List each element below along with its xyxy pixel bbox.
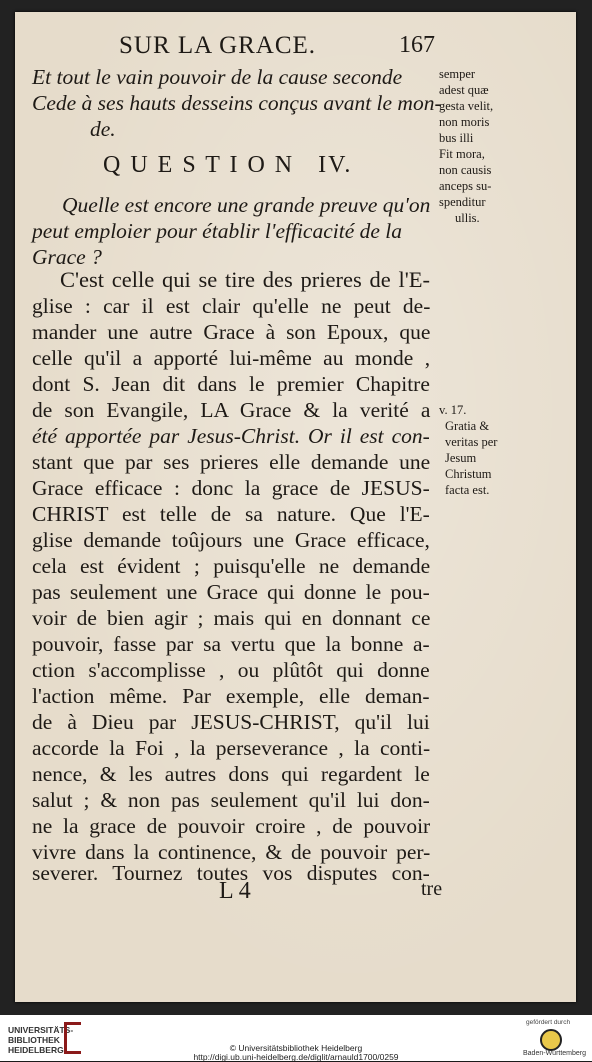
copyright-text: © Universitätsbibliothek Heidelberg	[229, 1043, 363, 1053]
body-line: salut ; & non pas seulement qu'il lui don-	[32, 788, 430, 812]
body-line: accorde la Foi , la perseverance , la conti-	[32, 736, 431, 760]
permalink[interactable]: http://digi.ub.uni-heidelberg.de/diglit/arnauld1700/0259	[193, 1052, 399, 1062]
body-line: celle qu'il a apporté lui-même au monde ,	[32, 346, 431, 370]
verse-line: Cede à ses hauts desseins conçus avant le mon-	[32, 91, 442, 115]
body-line: de à Dieu par JESUS-CHRIST, qu'il lui	[32, 710, 430, 734]
question-line: Quelle est encore une grande preuve qu'on	[62, 193, 431, 217]
margin-line: gesta velit,	[439, 99, 494, 113]
margin-line: non causis	[439, 163, 492, 177]
body-line: Grace efficace : donc la grace de JESUS-	[32, 476, 430, 500]
body-line: ction s'accomplisse , ou plûtôt qui donne	[32, 658, 430, 682]
footer-bar	[0, 1015, 592, 1061]
body-line: ne la grace de pouvoir croire , de pouvoir	[32, 814, 431, 838]
margin-line: bus illi	[439, 131, 474, 145]
margin-line: facta est.	[445, 483, 490, 497]
body-line: été apportée par Jesus-Christ. Or il est con-	[32, 424, 430, 448]
margin-line: Jesum	[445, 451, 477, 465]
body-line: vivre dans la continence, & de pouvoir per-	[32, 840, 431, 864]
body-line: pouvoir, fasse par sa vertu que la bonne a-	[32, 632, 430, 656]
body-line: CHRIST est telle de sa nature. Que l'E-	[32, 502, 430, 526]
body-line: glise demande toûjours une Grace efficace,	[32, 528, 430, 552]
body-line: severer. Tournez toutes vos disputes con-	[32, 861, 430, 885]
margin-line: Christum	[445, 467, 492, 481]
question-heading: Q U E S T I O N IV.	[103, 152, 353, 178]
funded-by-label: gefördert durch	[526, 1019, 571, 1026]
margin-line: non moris	[439, 115, 490, 129]
verse-line: de.	[90, 117, 116, 141]
library-name-line: HEIDELBERG	[8, 1045, 64, 1055]
running-header-title: SUR LA GRACE.	[119, 32, 317, 59]
margin-line: ullis.	[455, 211, 480, 225]
margin-line: Fit mora,	[439, 147, 485, 161]
state-seal-icon	[540, 1029, 562, 1051]
sponsor-name: Baden-Württemberg	[523, 1050, 587, 1057]
margin-line: veritas per	[445, 435, 498, 449]
margin-line: anceps su-	[439, 179, 492, 193]
body-line: l'action même. Par exemple, elle deman-	[32, 684, 430, 708]
body-line: cela est évident ; puisqu'elle ne demande	[32, 554, 431, 578]
signature-mark: L 4	[219, 878, 251, 904]
margin-line: semper	[439, 67, 476, 81]
verse-line: Et tout le vain pouvoir de la cause seconde	[32, 65, 403, 89]
body-line: C'est celle qui se tire des prieres de l'E-	[60, 267, 430, 292]
body-line: dont S. Jean dit dans le premier Chapitre	[32, 372, 430, 396]
question-line: peut emploier pour établir l'efficacité de la	[32, 219, 403, 243]
body-line: pas seulement une Grace qui donne le pou-	[32, 580, 430, 604]
margin-line: v. 17.	[439, 403, 467, 417]
book-page	[15, 12, 576, 1002]
margin-line: spenditur	[439, 195, 486, 209]
library-name-line: UNIVERSITÄTS-	[8, 1025, 74, 1035]
margin-line: Gratia &	[445, 419, 490, 433]
catchword: tre	[421, 878, 443, 900]
question-line: Grace ?	[32, 245, 102, 269]
library-name-line: BIBLIOTHEK	[8, 1035, 60, 1045]
body-line: mander une autre Grace à son Epoux, que	[32, 320, 431, 344]
body-line: glise : car il est clair qu'elle ne peut de-	[32, 294, 431, 318]
body-line: de son Evangile, LA Grace & la verité a	[32, 398, 431, 422]
body-line: voir de bien agir ; mais qui en donnant ce	[32, 606, 431, 630]
margin-line: adest quæ	[439, 83, 489, 97]
page-number: 167	[399, 32, 435, 58]
body-line: stant que par ses prieres elle demande une	[32, 450, 431, 474]
body-line: nence, & les autres dons qui regardent le	[32, 762, 430, 786]
